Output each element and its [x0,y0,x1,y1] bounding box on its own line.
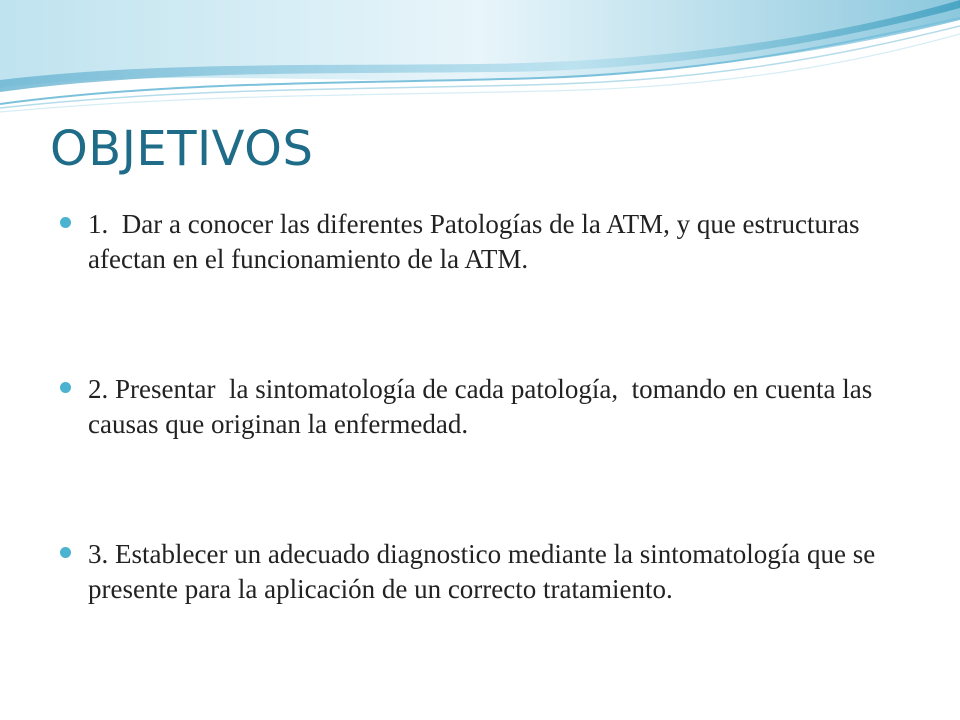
list-item [60,537,910,607]
list-item [60,372,910,442]
wave-header-decoration [0,0,960,120]
objective-text: 2. Presentar la sintomatología de cada patología, tomando en cuenta las causas que originan la enfermedad. [88,374,880,439]
bullet-dot-icon [60,547,71,558]
bullet-dot-icon [60,382,71,393]
bullet-dot-icon [60,217,71,228]
objectives-list [60,207,910,607]
slide-title: OBJETIVOS [50,121,314,177]
list-item [60,207,910,277]
objective-text: 3. Establecer un adecuado diagnostico mediante la sintomatología que se presente para la aplicación de un correcto tratamiento. [88,539,882,604]
objective-text: 1. Dar a conocer las diferentes Patologías de la ATM, y que estructuras afectan en el funcionamiento de la ATM. [88,209,874,274]
